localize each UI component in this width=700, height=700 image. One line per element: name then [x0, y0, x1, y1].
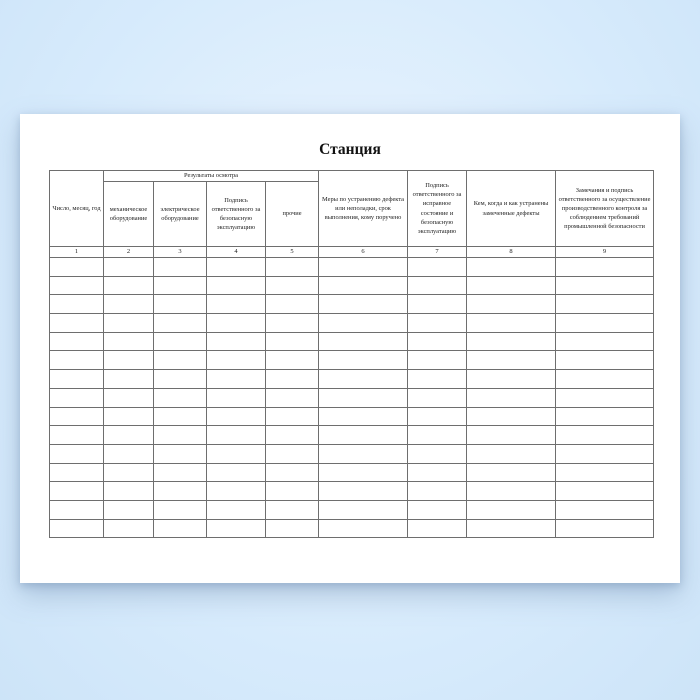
table-body: [50, 258, 654, 538]
table-row: [50, 314, 654, 333]
table-cell: [154, 370, 207, 389]
table-cell: [154, 332, 207, 351]
table-cell: [467, 295, 556, 314]
col-header-defects-fixed: Кем, когда и как устранены замеченные дефекты: [467, 171, 556, 247]
table-cell: [266, 444, 319, 463]
table-cell: [154, 351, 207, 370]
table-cell: [266, 407, 319, 426]
table-cell: [207, 332, 266, 351]
table-cell: [207, 519, 266, 538]
table-cell: [104, 388, 154, 407]
table-cell: [319, 276, 408, 295]
table-row: [50, 295, 654, 314]
table-cell: [467, 370, 556, 389]
table-cell: [467, 276, 556, 295]
table-cell: [467, 332, 556, 351]
table-cell: [408, 426, 467, 445]
table-cell: [104, 444, 154, 463]
table-cell: [556, 258, 654, 277]
table-cell: [319, 463, 408, 482]
col-number: 9: [556, 247, 654, 258]
table-cell: [50, 332, 104, 351]
col-header-safety-signature: Подпись ответственного за безопасную эксплуатацию: [207, 182, 266, 247]
table-cell: [104, 370, 154, 389]
table-cell: [50, 276, 104, 295]
table-cell: [154, 519, 207, 538]
table-row: [50, 444, 654, 463]
table-cell: [50, 295, 104, 314]
table-cell: [556, 388, 654, 407]
table-cell: [266, 388, 319, 407]
table-row: [50, 332, 654, 351]
table-cell: [556, 370, 654, 389]
table-cell: [556, 332, 654, 351]
table-cell: [207, 500, 266, 519]
table-row: [50, 388, 654, 407]
table-cell: [467, 519, 556, 538]
table-cell: [408, 482, 467, 501]
table-cell: [467, 314, 556, 333]
table-cell: [266, 295, 319, 314]
table-cell: [104, 332, 154, 351]
table-cell: [207, 370, 266, 389]
table-cell: [50, 519, 104, 538]
table-cell: [556, 407, 654, 426]
table-row: [50, 407, 654, 426]
table-cell: [408, 500, 467, 519]
table-cell: [556, 500, 654, 519]
table-cell: [50, 426, 104, 445]
table-cell: [207, 426, 266, 445]
col-number: 5: [266, 247, 319, 258]
table-cell: [207, 407, 266, 426]
table-row: [50, 276, 654, 295]
table-cell: [154, 482, 207, 501]
table-header-group-row: [50, 171, 654, 182]
table-row: [50, 351, 654, 370]
table-cell: [50, 482, 104, 501]
table-cell: [207, 276, 266, 295]
table-cell: [467, 351, 556, 370]
table-cell: [266, 276, 319, 295]
table-cell: [408, 276, 467, 295]
col-number: 1: [50, 247, 104, 258]
table-cell: [319, 258, 408, 277]
table-cell: [50, 444, 104, 463]
table-cell: [154, 463, 207, 482]
table-cell: [50, 314, 104, 333]
table-cell: [154, 426, 207, 445]
col-number: 6: [319, 247, 408, 258]
table-cell: [467, 388, 556, 407]
table-row: [50, 426, 654, 445]
table-cell: [50, 388, 104, 407]
table-cell: [207, 258, 266, 277]
col-number: 2: [104, 247, 154, 258]
table-cell: [319, 426, 408, 445]
table-cell: [154, 388, 207, 407]
col-header-condition-signature: Подпись ответственного за исправное состояние и безопасную эксплуатацию: [408, 171, 467, 247]
table-cell: [467, 463, 556, 482]
table-cell: [207, 444, 266, 463]
table-cell: [154, 500, 207, 519]
table-cell: [154, 407, 207, 426]
table-cell: [104, 258, 154, 277]
table-cell: [319, 388, 408, 407]
table-cell: [154, 276, 207, 295]
table-cell: [408, 407, 467, 426]
table-cell: [104, 500, 154, 519]
col-number: 4: [207, 247, 266, 258]
table-cell: [467, 407, 556, 426]
inspection-log-table: [49, 170, 654, 538]
col-header-measures: Меры по устранению дефекта или неполадки, срок выполнения, кому поручено: [319, 171, 408, 247]
table-cell: [319, 519, 408, 538]
table-cell: [408, 314, 467, 333]
table-row: [50, 482, 654, 501]
table-cell: [50, 500, 104, 519]
table-cell: [154, 314, 207, 333]
table-cell: [319, 444, 408, 463]
table-cell: [319, 482, 408, 501]
table-cell: [319, 370, 408, 389]
table-cell: [408, 295, 467, 314]
col-number: 3: [154, 247, 207, 258]
table-cell: [104, 519, 154, 538]
table-cell: [207, 314, 266, 333]
table-cell: [104, 276, 154, 295]
table-cell: [50, 407, 104, 426]
table-cell: [319, 407, 408, 426]
table-cell: [319, 500, 408, 519]
table-cell: [266, 314, 319, 333]
table-row: [50, 519, 654, 538]
table-cell: [266, 258, 319, 277]
table-cell: [467, 444, 556, 463]
table-cell: [408, 444, 467, 463]
table-cell: [266, 463, 319, 482]
table-cell: [319, 314, 408, 333]
table-cell: [556, 314, 654, 333]
table-cell: [408, 519, 467, 538]
table-cell: [207, 295, 266, 314]
table-row: [50, 500, 654, 519]
table-cell: [154, 444, 207, 463]
table-cell: [207, 463, 266, 482]
table-cell: [104, 295, 154, 314]
col-header-inspection-results-group: Результаты осмотра: [104, 171, 319, 182]
table-cell: [50, 258, 104, 277]
table-cell: [556, 463, 654, 482]
table-cell: [266, 426, 319, 445]
col-header-date: Число, месяц, год: [50, 171, 104, 247]
document-sheet: [20, 114, 680, 583]
table-cell: [467, 258, 556, 277]
column-number-row: [50, 247, 654, 258]
table-row: [50, 370, 654, 389]
table-cell: [154, 258, 207, 277]
col-header-remarks: Замечания и подпись ответственного за осуществление производственного контроля за соблюдением требований промышленной безопасности: [556, 171, 654, 247]
table-cell: [319, 332, 408, 351]
table-cell: [408, 332, 467, 351]
table-cell: [408, 388, 467, 407]
table-cell: [266, 351, 319, 370]
table-cell: [556, 295, 654, 314]
table-cell: [104, 407, 154, 426]
col-number: 8: [467, 247, 556, 258]
table-cell: [50, 351, 104, 370]
table-cell: [319, 351, 408, 370]
table-cell: [556, 351, 654, 370]
table-cell: [408, 463, 467, 482]
col-number: 7: [408, 247, 467, 258]
table-cell: [556, 444, 654, 463]
col-header-electrical: электрическое оборудование: [154, 182, 207, 247]
table-cell: [556, 482, 654, 501]
table-cell: [408, 258, 467, 277]
table-cell: [319, 295, 408, 314]
document-title: Станция: [319, 141, 381, 158]
table-cell: [266, 500, 319, 519]
table-cell: [104, 426, 154, 445]
table-row: [50, 258, 654, 277]
table-cell: [467, 482, 556, 501]
table-cell: [104, 463, 154, 482]
table-cell: [104, 351, 154, 370]
table-cell: [266, 370, 319, 389]
table-cell: [556, 426, 654, 445]
table-cell: [207, 482, 266, 501]
table-cell: [467, 500, 556, 519]
table-cell: [266, 519, 319, 538]
table-cell: [467, 426, 556, 445]
table-cell: [104, 482, 154, 501]
table-cell: [266, 332, 319, 351]
table-cell: [266, 482, 319, 501]
table-cell: [207, 351, 266, 370]
table-cell: [207, 388, 266, 407]
table-cell: [50, 463, 104, 482]
table-cell: [408, 370, 467, 389]
table-cell: [154, 295, 207, 314]
table-cell: [556, 519, 654, 538]
table-cell: [104, 314, 154, 333]
table-cell: [50, 370, 104, 389]
table-row: [50, 463, 654, 482]
col-header-other: прочие: [266, 182, 319, 247]
table-cell: [408, 351, 467, 370]
col-header-mechanical: механическое оборудование: [104, 182, 154, 247]
table-cell: [556, 276, 654, 295]
